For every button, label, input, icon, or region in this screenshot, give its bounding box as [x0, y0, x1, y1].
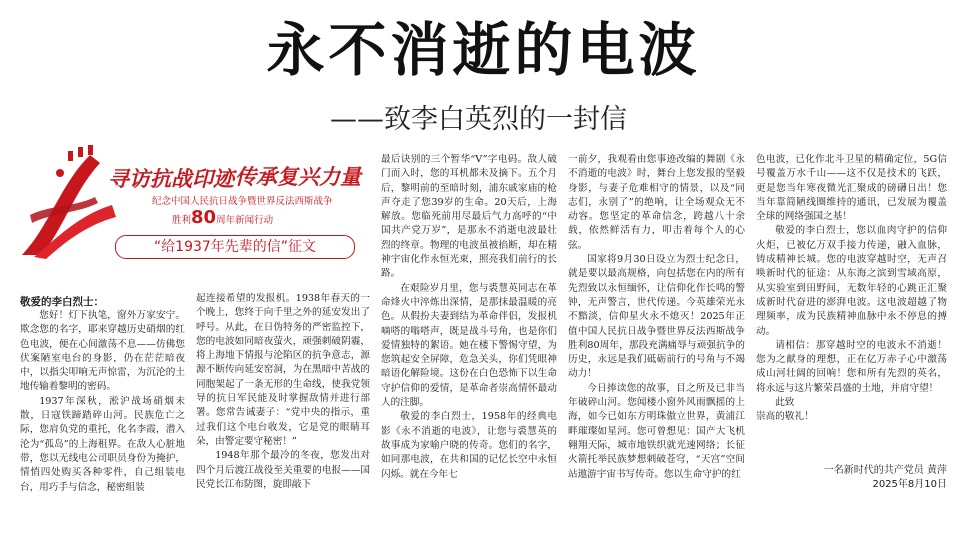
page-title: 永不消逝的电波 — [266, 16, 701, 84]
paragraph: 国家将9月30日设立为烈士纪念日，就是要以最高规格，向包括您在内的所有先烈致以永恒缅怀，让信仰化作长鸣的警钟，无声警言，世代传递。今英雄荣光永不黯淡，信仰星火永不熄灭！2025年正值中国人民抗日战争暨世界反法西斯战争胜利80周年，那段充满痛辱与顽强抗争的历史，永远是我们砥砺前行的号角与不竭动力！ — [568, 254, 745, 380]
paragraph: 1948年那个最冷的冬夜，您发出对四个月后渡江战役至关重要的电报——国民党长江布防图，旋即敲下 — [196, 450, 370, 490]
signature: 一名新时代的共产党员 黄萍 — [823, 465, 947, 476]
paragraph: 1937年深秋，淞沪战场硝烟未散，日寇铁蹄踏碎山河。民族危亡之际，您肩负党的重托，化名李霞，潜入沦为“孤岛”的上海租界。在敌人心脏地带，您以无线电公司职员身份为掩护，情悄四处购买各种零件，自己组装电台，用巧手与信念，秘密组装 — [20, 395, 185, 493]
paragraph: 您好！灯下执笔，窗外万家安宁。欺念您的名字，耶来穿越历史硝烟的红色电波，便在心间激荡不息——仿佛您伏案陋室电台的身影，仍在茫茫暗夜中，以指尖叩响无声惊雷，为沉沦的土地传输着黎明的密码。 — [20, 310, 185, 393]
text-column-1 — [20, 309, 185, 531]
paragraph: 起连接希望的发报机。1938年春天的一个晚上，您终于向千里之外的延安发出了呼号。从此，在日伪特务的严密监控下，您的电波如同暗夜萤火，顽强刺破阴霾，将上海地下情报与沦陷区的抗争意志，源源不断传向延安窑洞，为在黑暗中苦战的同胞架起了一条无形的生命线，使我党领导的抗日军民能及时掌握敌情并进行部署。您常告诫妻子：“党中央的指示，重过我们这个电台收发，它是党的眼睛耳朵，由警定要守秘密！” — [196, 293, 370, 447]
banner-line2-suffix: 周年新闻行动 — [216, 215, 274, 226]
text-column-5 — [756, 153, 947, 453]
paragraph: 敬爱的李白烈士，1958年的经典电影《永不消逝的电波》，让您与裘慧英的故事成为家喻户晓的传奇。您们的名字，如同那电波，在共和国的记忆长空中永恒闪烁。就在今年七 — [381, 411, 557, 480]
paragraph: 最后诀别的三个暂华“V”字电码。敌人破门而入时，您的耳机都未及摘下。五个月后，黎明前的至暗时刻，浦东戚家庙的枪声夺走了您39岁的生命。20天后，上海解放。您临死前用尽最后气力高呼的“中国共产党万岁”，是那永不消逝电波最壮烈的终章。物理的电波虽被掐断，却在精神宇宙化作永恒光束，照亮我们前行的长路。 — [381, 154, 557, 280]
paragraph: 色电波，已化作北斗卫星的精确定位，5G信号覆盖万水千山——这不仅是技术的飞跃，更是您当年寒夜微光汇聚成的磅礴日出！您当年靠简陋线圈维持的通讯，已发展为覆盖全球的网络强国之基！ — [756, 154, 947, 223]
closing-phrase: 此致 — [775, 397, 795, 409]
banner-slogan-left: 寻访抗战印迹 — [108, 166, 234, 191]
paragraph: 请相信：那穿越时空的电波永不消逝！您为之献身的理想，正在亿万赤子心中激荡成山河壮阔的回响！您和所有先烈的英名，将永远与这片繁荣昌盛的土地，并肩守望！ — [756, 339, 947, 394]
text-column-2 — [196, 292, 370, 531]
letter-signature-block — [756, 464, 947, 492]
banner-anniversary-line — [172, 207, 273, 228]
paragraph: 敬爱的李白烈士，您以血肉守护的信仰火炬，已被亿万双手接力传递，融入血脉，铸成精神长城。您的电波穿越时空，无声召唤新时代的征途：从东海之滨到雪域高原，从实验室到田野间，无数年轻的心跳正汇聚成新时代奋进的澎湃电波。这电波超越了物理频率，成为民族精神血脉中永不停息的搏动。 — [756, 225, 947, 337]
text-column-3 — [381, 153, 557, 531]
page-subtitle: ——致李白英烈的一封信 — [330, 104, 627, 135]
paragraph: 在艰险岁月里，您与裘慧英同志在革命烽火中淬炼出深情，是那抹最温暖的亮色。从假扮夫妻到结为革命伴侣，发报机嘀嗒的嗡嗒声，既是战斗号角，也是你们爱情独特的絮语。她在楼下警惕守望，为您筑起安全屏障，危急关头，你们凭眼神暗语化解险境。这份在白色恐怖下以生命守护信仰的爱情，是革命者崇高情怀最动人的注脚。 — [381, 282, 557, 409]
campaign-banner — [20, 145, 365, 260]
banner-line2-prefix: 胜利 — [172, 215, 192, 226]
paragraph: 一前夕，我观看由您事迹改编的舞剧《永不消逝的电波》时，舞台上您发报的坚毅身影，与妻子危难相守的情景，以及“同志们，永别了”的绝响，让全场观众无不动容。您坚定的革命信念，跨越八十余载，依然鲜活有力，叩击着每个人的心弦。 — [568, 154, 745, 251]
banner-slogan-right: 传承复兴力量 — [235, 164, 361, 189]
banner-anniversary-number: 80 — [191, 207, 217, 228]
text-column-4 — [568, 153, 745, 531]
closing-salute: 崇高的敬礼！ — [756, 411, 814, 423]
letter-salutation: 敬爱的李白烈士： — [20, 296, 104, 308]
essay-contest-pill: “给1937年先辈的信”征文 — [115, 235, 355, 259]
letter-date: 2025年8月10日 — [872, 479, 947, 490]
paragraph: 今日捧读您的故事，目之所及已非当年破碎山河。您闻楼小窗外风雨飘摇的上海，如今已如东方明珠傲立世界，黄浦江畔璀璨如星河。您可曾想见：国产大飞机翱翔天际，城市地铁织就光速网络；长征火箭托举民族梦想刺破苍穹，“天宫”空间站遨游宇宙书写传奇。您以生命守护的红 — [568, 382, 745, 480]
banner-campaign-line: 纪念中国人民抗日战争暨世界反法西斯战争 — [152, 196, 333, 207]
